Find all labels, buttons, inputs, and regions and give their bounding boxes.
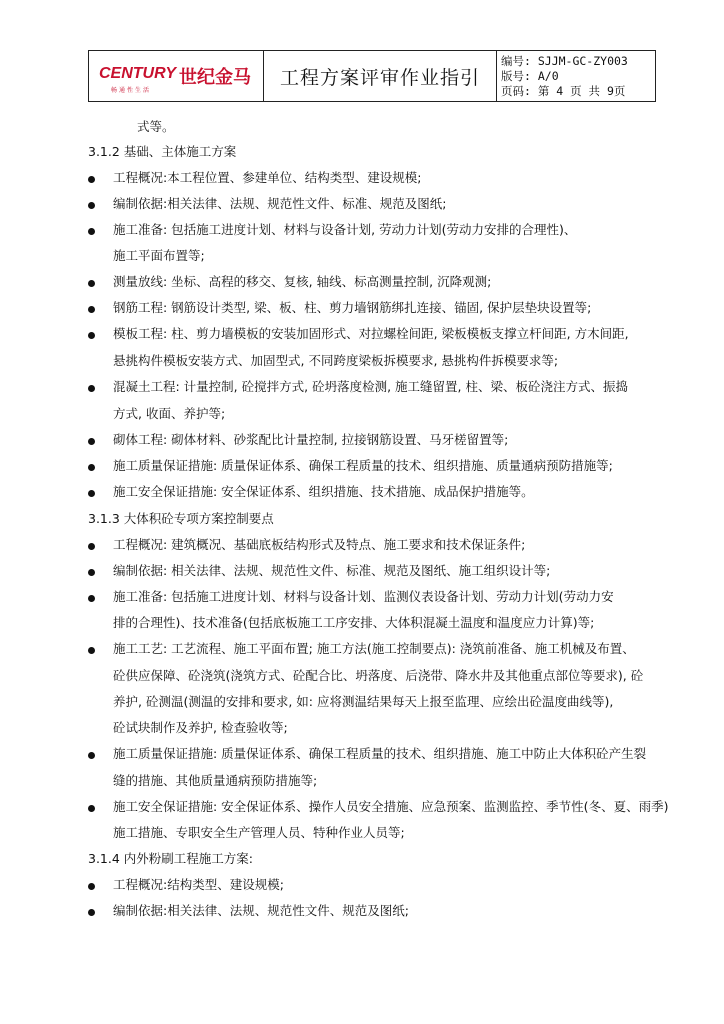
bullet-icon (88, 595, 95, 602)
bullet-icon (88, 464, 95, 471)
text-line: 编制依据:相关法律、法规、规范性文件、标准、规范及图纸; (113, 196, 447, 211)
text-line: 工程概况: 建筑概况、基础底板结构形式及特点、施工要求和技术保证条件; (113, 537, 526, 552)
page-number: 页码: 第 4 页 共 9页 (501, 84, 626, 98)
bullet-icon (88, 647, 95, 654)
section-heading: 3.1.4 内外粉刷工程施工方案: (88, 851, 253, 866)
text-line: 钢筋工程: 钢筋设计类型, 梁、板、柱、剪力墙钢筋绑扎连接、锚固, 保护层垫块设置等; (113, 300, 592, 315)
bullet-icon (88, 543, 95, 550)
text-line: 施工准备: 包括施工进度计划、材料与设备计划, 劳动力计划(劳动力安排的合理性)、 (113, 222, 577, 237)
bullet-icon (88, 909, 95, 916)
text-line: 编制依据: 相关法律、法规、规范性文件、标准、规范及图纸、施工组织设计等; (113, 563, 551, 578)
logo-english: CENTURY (99, 65, 177, 82)
doc-number: 编号: SJJM-GC-ZY003 (501, 54, 628, 68)
text-line: 工程概况:结构类型、建设规模; (113, 877, 284, 892)
text-line: 方式, 收面、养护等; (113, 406, 226, 421)
bullet-icon (88, 280, 95, 287)
bullet-icon (88, 752, 95, 759)
text-line: 砌体工程: 砌体材料、砂浆配比计量控制, 拉接钢筋设置、马牙槎留置等; (113, 432, 509, 447)
logo-chinese: 世纪金马 (179, 67, 251, 88)
document-title: 工程方案评审作业指引 (264, 51, 497, 101)
section-heading: 3.1.3 大体积砼专项方案控制要点 (88, 511, 274, 526)
bullet-icon (88, 306, 95, 313)
document-meta (497, 51, 655, 101)
bullet-icon (88, 883, 95, 890)
bullet-icon (88, 176, 95, 183)
text-line: 工程概况:本工程位置、参建单位、结构类型、建设规模; (113, 170, 422, 185)
document-header (88, 50, 656, 102)
bullet-icon (88, 569, 95, 576)
bullet-icon (88, 805, 95, 812)
text-line: 施工准备: 包括施工进度计划、材料与设备计划、监测仪表设备计划、劳动力计划(劳动力安 (113, 589, 614, 604)
text-line: 测量放线: 坐标、高程的移交、复核, 轴线、标高测量控制, 沉降观测; (113, 274, 492, 289)
text-line: 编制依据:相关法律、法规、规范性文件、规范及图纸; (113, 903, 409, 918)
bullet-icon (88, 202, 95, 209)
bullet-icon (88, 490, 95, 497)
text-line: 施工工艺: 工艺流程、施工平面布置; 施工方法(施工控制要点): 浇筑前准备、施工机械及布置、 (113, 641, 635, 656)
company-logo (89, 51, 264, 101)
bullet-icon (88, 332, 95, 339)
text-line: 混凝土工程: 计量控制, 砼搅拌方式, 砼坍落度检测, 施工缝留置, 柱、梁、板砼浇注方式、振捣 (113, 379, 628, 394)
text-line: 式等。 (137, 119, 175, 134)
text-line: 施工平面布置等; (113, 248, 205, 263)
text-line: 施工质量保证措施: 质量保证体系、确保工程质量的技术、组织措施、质量通病预防措施等; (113, 458, 613, 473)
text-line: 悬挑构件模板安装方式、加固型式, 不同跨度梁板拆模要求, 悬挑构件拆模要求等; (113, 353, 559, 368)
text-line: 施工安全保证措施: 安全保证体系、操作人员安全措施、应急预案、监测监控、季节性(冬、夏、雨季) (113, 799, 669, 814)
bullet-icon (88, 438, 95, 445)
text-line: 砼供应保障、砼浇筑(浇筑方式、砼配合比、坍落度、后浇带、降水井及其他重点部位等要求), 砼 (113, 668, 644, 683)
bullet-icon (88, 385, 95, 392)
doc-version: 版号: A/0 (501, 69, 559, 83)
text-line: 施工质量保证措施: 质量保证体系、确保工程质量的技术、组织措施、施工中防止大体积砼产生裂 (113, 746, 647, 761)
text-line: 施工安全保证措施: 安全保证体系、组织措施、技术措施、成品保护措施等。 (113, 484, 534, 499)
logo-slogan: 畅通性生活 (111, 87, 152, 94)
text-line: 排的合理性)、技术准备(包括底板施工工序安排、大体积混凝土温度和温度应力计算)等; (113, 615, 595, 630)
bullet-icon (88, 228, 95, 235)
text-line: 模板工程: 柱、剪力墙模板的安装加固形式、对拉螺栓间距, 梁板模板支撑立杆间距, 方木间距, (113, 326, 629, 341)
text-line: 砼试块制作及养护, 检查验收等; (113, 720, 288, 735)
text-line: 养护, 砼测温(测温的安排和要求, 如: 应将测温结果每天上报至监理、应绘出砼温度曲线等), (113, 694, 614, 709)
text-line: 施工措施、专职安全生产管理人员、特种作业人员等; (113, 825, 405, 840)
section-heading: 3.1.2 基础、主体施工方案 (88, 144, 237, 159)
text-line: 缝的措施、其他质量通病预防措施等; (113, 773, 318, 788)
